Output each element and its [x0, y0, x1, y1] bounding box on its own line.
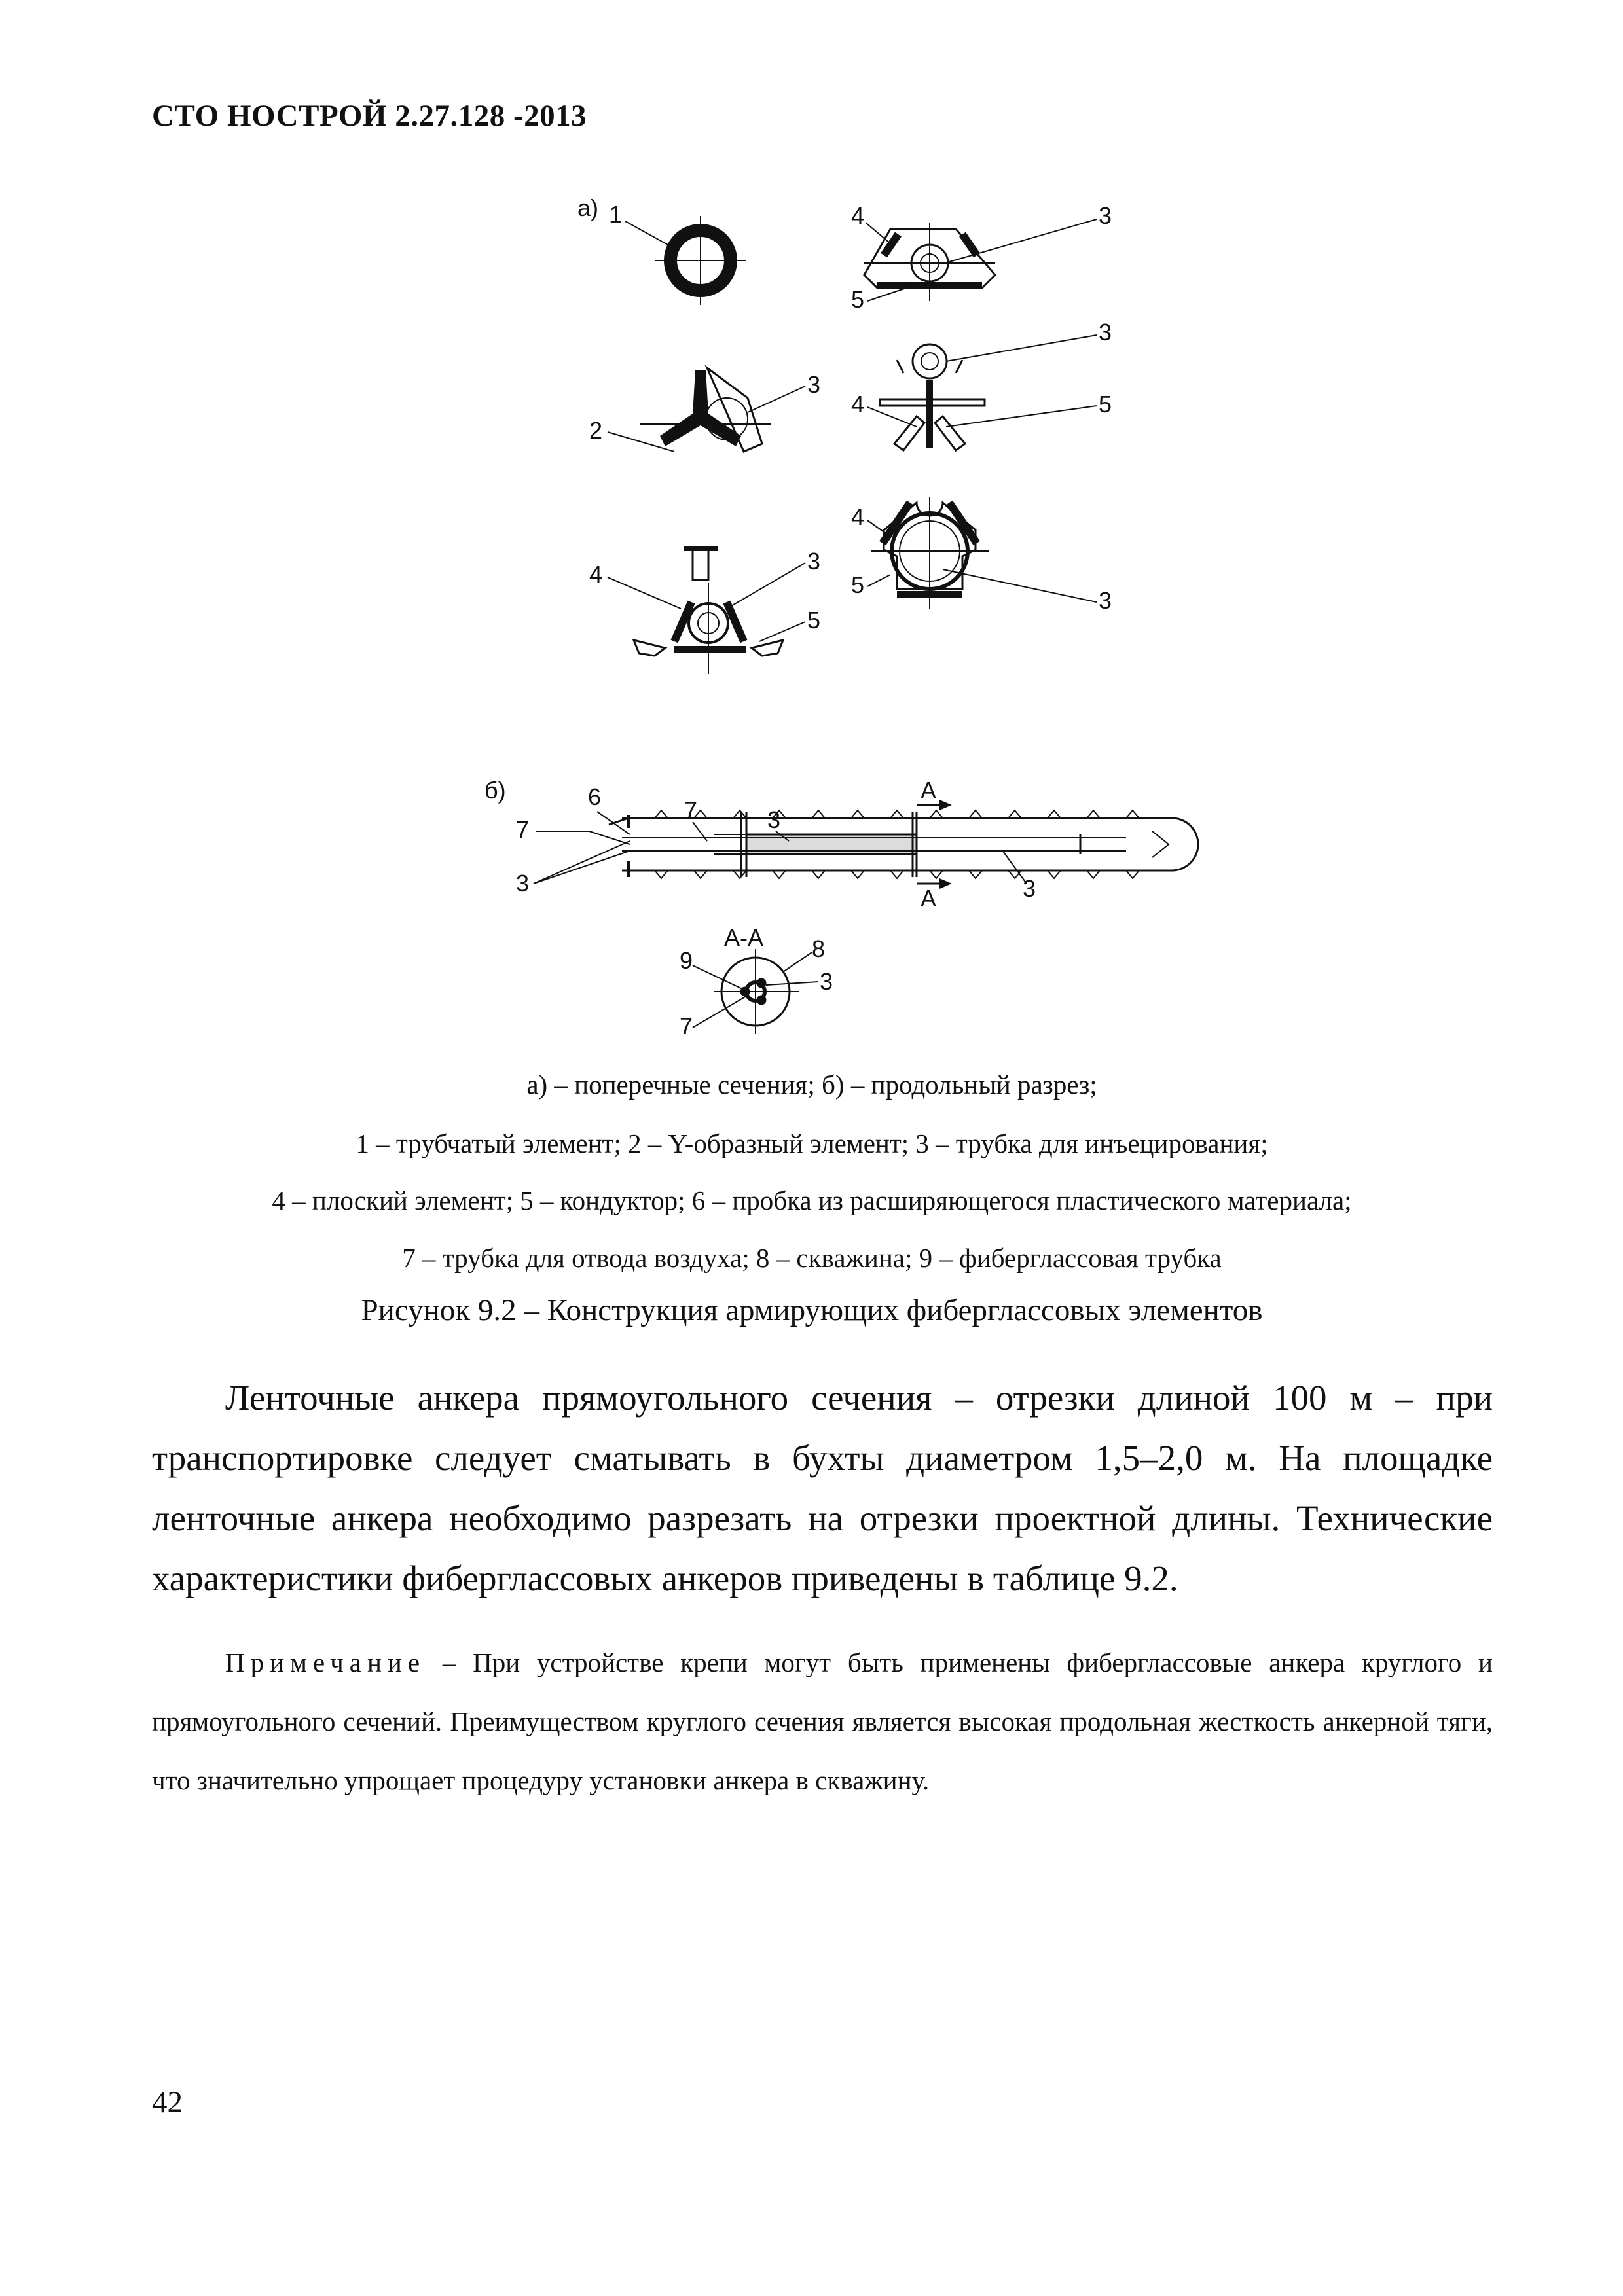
callout-7: 7 — [684, 797, 698, 823]
callout-3: 3 — [820, 968, 833, 995]
flat-cross-section — [880, 344, 985, 450]
callout-4: 4 — [851, 503, 865, 530]
note-text: – При устройстве крепи могут быть применены фиберглассовые анкера круглого и прямоугольного сечений. Преимуществом круглого сечения является высокая продольная жесткость анкерной тяги, что значительно упрощает процедуру установки анкера в скважину. — [152, 1647, 1493, 1795]
callout-3: 3 — [767, 806, 781, 833]
part-a-label: а) — [577, 194, 599, 221]
section-mark-bottom: А — [921, 885, 937, 912]
trapezoid-section — [864, 223, 995, 301]
callout-7: 7 — [680, 1013, 693, 1039]
y-shaped-element-section — [640, 368, 771, 452]
callout-2: 2 — [589, 417, 603, 444]
part-b-label: б) — [484, 777, 506, 804]
callout-3: 3 — [807, 548, 821, 575]
flat-element-conductor-section — [634, 548, 783, 674]
callout-3: 3 — [1099, 587, 1112, 614]
callout-9: 9 — [680, 947, 693, 974]
callout-6: 6 — [588, 783, 602, 810]
note-paragraph — [152, 1633, 1493, 1810]
anchor-construction-figure — [458, 190, 1244, 1060]
callout-5: 5 — [851, 286, 865, 313]
document-code-header: СТО НОСТРОЙ 2.27.128 -2013 — [152, 99, 587, 133]
body-paragraph: Ленточные анкера прямоугольного сечения – отрезки длиной 100 м – при транспортировке следует сматывать в бухты диаметром 1,5–2,0 м. На площадке ленточные анкера необходимо разрезать на отрезки проектной длины. Технические характеристики фиберглассовых анкеров приведены в таблице 9.2. — [152, 1378, 1493, 1598]
caption-line-3: 4 – плоский элемент; 5 – кондуктор; 6 – пробка из расширяющегося пластического материала; — [272, 1185, 1352, 1215]
section-a-a — [714, 949, 799, 1034]
callout-5: 5 — [807, 607, 821, 634]
section-mark-top: А — [921, 777, 937, 804]
large-ring-section — [871, 497, 989, 609]
figure-title: Рисунок 9.2 – Конструкция армирующих фиберглассовых элементов — [361, 1293, 1263, 1327]
caption-line-2: 1 – трубчатый элемент; 2 – Y-образный элемент; 3 – трубка для инъецирования; — [356, 1128, 1268, 1158]
section-a-a-label: А-А — [724, 924, 764, 951]
callout-8: 8 — [812, 935, 826, 962]
note-label: Примечание — [225, 1647, 426, 1677]
callout-7: 7 — [516, 816, 530, 843]
callout-3: 3 — [1099, 319, 1112, 346]
callout-1: 1 — [609, 201, 623, 228]
caption-line-4: 7 – трубка для отвода воздуха; 8 – скважина; 9 – фибергласcовая трубка — [402, 1243, 1222, 1273]
callout-4: 4 — [851, 202, 865, 229]
callout-3: 3 — [1023, 875, 1036, 902]
caption-line-1: а) – поперечные сечения; б) – продольный разрез; — [526, 1069, 1097, 1100]
callout-5: 5 — [851, 571, 865, 598]
tubular-element-section — [655, 216, 746, 305]
callout-3: 3 — [516, 870, 530, 897]
callout-4: 4 — [851, 391, 865, 418]
callout-3: 3 — [1099, 202, 1112, 229]
callout-5: 5 — [1099, 391, 1112, 418]
callout-3: 3 — [807, 371, 821, 398]
callout-4: 4 — [589, 561, 603, 588]
page-number: 42 — [152, 2085, 183, 2119]
